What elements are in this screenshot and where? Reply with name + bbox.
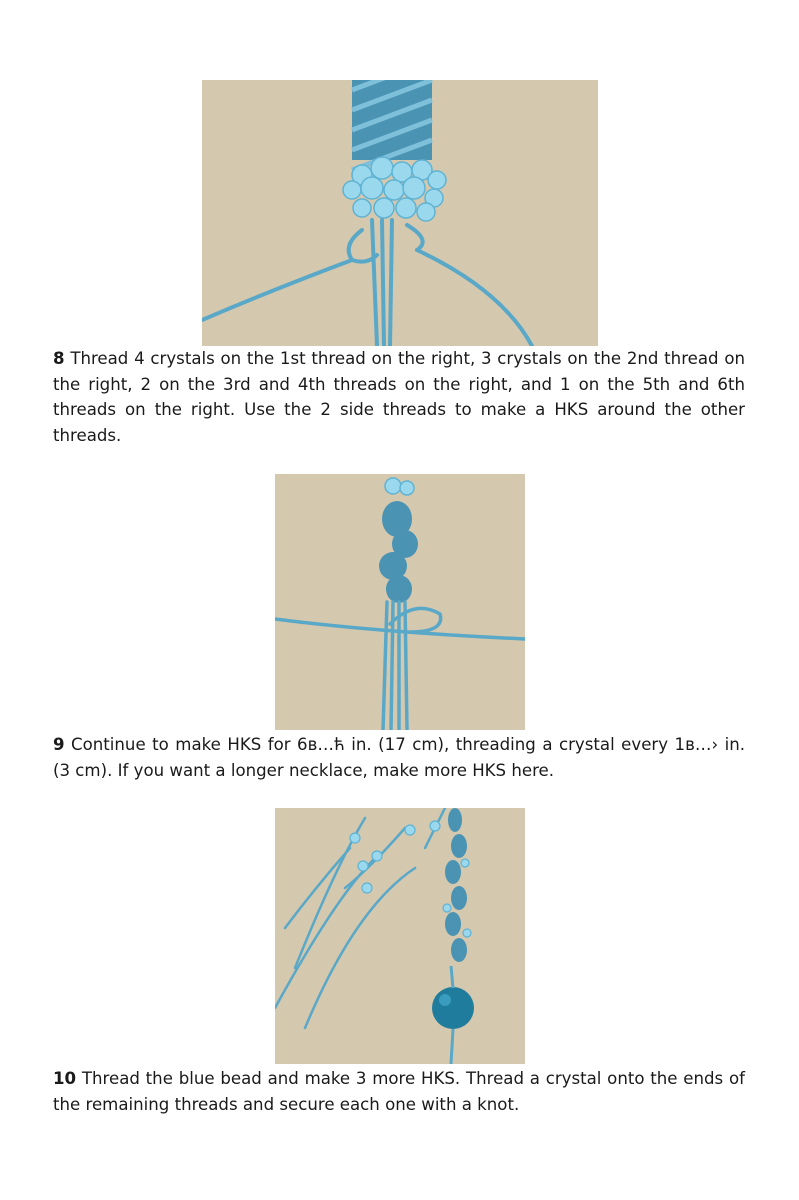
step-10-photo — [275, 808, 525, 1064]
step-10-caption — [53, 1066, 745, 1117]
step-9-text: Continue to make HKS for 6в…ћ in. (17 cm), threading a crystal every 1в…› in. (3 cm). If you want a longer necklace, make more HKS here. — [53, 735, 745, 780]
step-8-caption — [53, 346, 745, 448]
step-9-caption — [53, 732, 745, 783]
step-9-photo — [275, 474, 525, 730]
step-10-number: 10 — [53, 1069, 77, 1088]
step-8-photo — [202, 80, 598, 346]
step-8-text: Thread 4 crystals on the 1st thread on the right, 3 crystals on the 2nd thread on the right, 2 on the 3rd and 4th threads on the right, and 1 on the 5th and 6th threads on the right. Use the 2 side threads to make a HKS around the other threads. — [53, 349, 745, 445]
step-9-number: 9 — [53, 735, 65, 754]
step-10-text: Thread the blue bead and make 3 more HKS. Thread a crystal onto the ends of the remaining threads and secure each one with a knot. — [53, 1069, 745, 1114]
step-8-number: 8 — [53, 349, 65, 368]
